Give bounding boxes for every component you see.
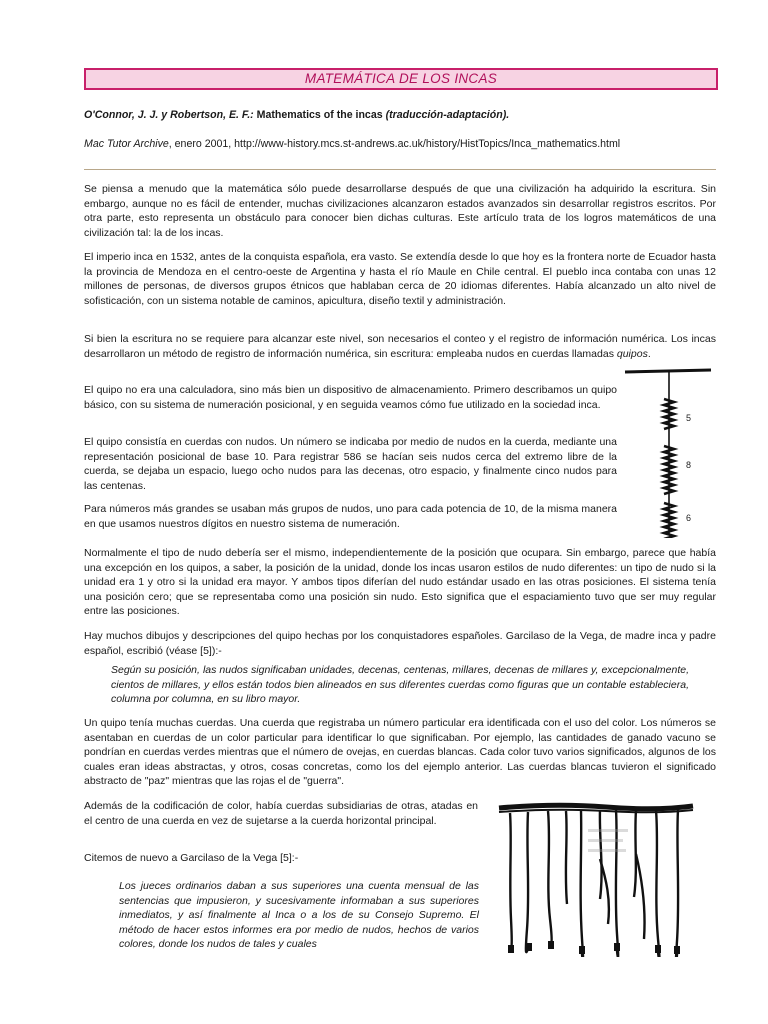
paragraph-6: Para números más grandes se usaban más grupos de nudos, uno para cada potencia de 10, de la misma manera en que usamos nuestros dígitos en nuestro sistema de numeración. bbox=[84, 503, 617, 530]
reference-source-line bbox=[84, 138, 620, 150]
knot-group-units bbox=[664, 503, 674, 538]
paragraph-5: El quipo consistía en cuerdas con nudos. Un número se indicaba por medio de nudos en la cuerda, mediante una representación posicional de base 10. Para registrar 586 se hacían seis nudos cerca del extremo libre de la cuerda, se dejaba un espacio, luego ocho nudos para las decenas, otro espacio, y finalmente cinco nudos para las centenas. bbox=[84, 436, 617, 492]
quipo-cord-figure bbox=[623, 363, 713, 538]
quote-2: Los jueces ordinarios daban a sus superiores una cuenta mensual de las sentencias que impusieron, y sucesivamente informaban a sus superiores inmediatos, y así finalmente al Inca o a los de su Consejo Supremo. El método de hacer estos informes era por medio de nudos, hechos de varios colores, donde los nudos de tales y cuales bbox=[119, 880, 479, 951]
reference-archive: Mac Tutor Archive bbox=[84, 138, 169, 150]
paragraph-9: Un quipo tenía muchas cuerdas. Una cuerda que registraba un número particular era identificada con el uso del color. Los números se asentaban en cuerdas de un color particular para identificar lo que significaban. Por ejemplo, las cantidades de ganado vacuno se pondrían en cuerdas verdes mientras que el número de ovejas, en cuerdas blancas. Cada color tuvo varios significados, algunos de los cuales eran ideas abstractas, y otros, cosas concretas, como los del ejemplo anterior. Las cuerdas blancas tuvieron el significado abstracto de "paz" mientras que las rojas el de "guerra". bbox=[84, 717, 716, 788]
paragraph-4: El quipo no era una calculadora, sino más bien un dispositivo de almacenamiento. Primero describamos un quipo básico, con su sistema de numeración posicional, y en seguida veamos cómo fue utilizado en la sociedad inca. bbox=[84, 384, 617, 411]
quipo-many-cords-figure bbox=[496, 799, 696, 957]
paragraph-7: Normalmente el tipo de nudo debería ser el mismo, independientemente de la posición que ocupara. Sin embargo, parece que había una excepción en los quipos, a saber, la posición de la unidad, donde los incas usaron estilos de nudo diferentes: un tipo de nudo si la unidad era 1 y otro si la unidad era mayor. Y ambos tipos diferían del nudo estándar usado en las otras posiciones. El sistema tenía una posición cero; que se representaba como una posición sin nudo. Esto significa que el espaciamiento tuvo que ser muy regular entre las posiciones. bbox=[84, 547, 716, 618]
reference-authors: O'Connor, J. J. y Robertson, E. F.: bbox=[84, 109, 254, 121]
divider bbox=[84, 169, 716, 170]
paragraph-1: Se piensa a menudo que la matemática sólo puede desarrollarse después de que una civilización ha adquirido la escritura. Sin embargo, aunque no es fácil de entender, muchas civilizaciones alcanzaron estados avanzados sin desarrollar registros escritos. Por otra parte, esto representa un obstáculo para conocer bien dichas culturas. Este artículo trata de los logros matemáticos de una civilización tal: la de los incas. bbox=[84, 183, 716, 239]
paragraph-10: Además de la codificación de color, había cuerdas subsidiarias de otras, atadas en el centro de una cuerda en vez de sujetarse a la cuerda horizontal principal. bbox=[84, 800, 478, 827]
knot-label-tens: 8 bbox=[686, 460, 692, 470]
quote-1: Según su posición, las nudos significaban unidades, decenas, centenas, millares, decenas de millares y, excepcionalmente, cientos de millares, y ellos están todos bien alineados en sus diferentes cuerdas como figuras que un contable estableciera, columna por columna, en su libro mayor. bbox=[111, 664, 689, 706]
reference-work: Mathematics of the incas bbox=[253, 109, 386, 121]
page-title: MATEMÁTICA DE LOS INCAS bbox=[84, 68, 718, 90]
reference-authors-line bbox=[84, 109, 509, 121]
paragraph-11: Citemos de nuevo a Garcilaso de la Vega [5]:- bbox=[84, 852, 299, 864]
cord-tassels bbox=[508, 941, 680, 954]
paragraph-8: Hay muchos dibujos y descripciones del quipo hechas por los conquistadores españoles. Garcilaso de la Vega, de madre inca y padre español, escribió (véase [5]):- bbox=[84, 630, 716, 657]
reference-url: , enero 2001, http://www-history.mcs.st-andrews.ac.uk/history/HistTopics/Inca_mathematics.html bbox=[168, 138, 621, 150]
knot-label-hundreds: 5 bbox=[686, 413, 692, 423]
quipos-term: quipos bbox=[616, 347, 648, 360]
knot-label-units: 6 bbox=[686, 513, 692, 523]
reference-note: (traducción-adaptación). bbox=[385, 109, 510, 121]
background-smudge bbox=[588, 829, 628, 852]
paragraph-3: Si bien la escritura no se requiere para alcanzar este nivel, son necesarios el conteo y el registro de información numérica. Los incas desarrollaron un método de registro de información numérica, sin escritura: empleaba nudos en cuerdas llamadas quipos. bbox=[84, 333, 716, 360]
hanging-cords bbox=[510, 810, 678, 957]
paragraph-2: El imperio inca en 1532, antes de la conquista española, era vasto. Se extendía desde lo que hoy es la frontera norte de Ecuador hasta la provincia de Mendoza en el centro-oeste de Argentina y hasta el río Maule en Chile central. El pueblo inca contaba con unas 12 millones de personas, de diversos grupos étnicos que hablaban cerca de 20 idiomas diferentes. Había alcanzado un alto nivel de sofisticación, con un sistema notable de caminos, apicultura, diseño textil y administración. bbox=[84, 251, 716, 307]
